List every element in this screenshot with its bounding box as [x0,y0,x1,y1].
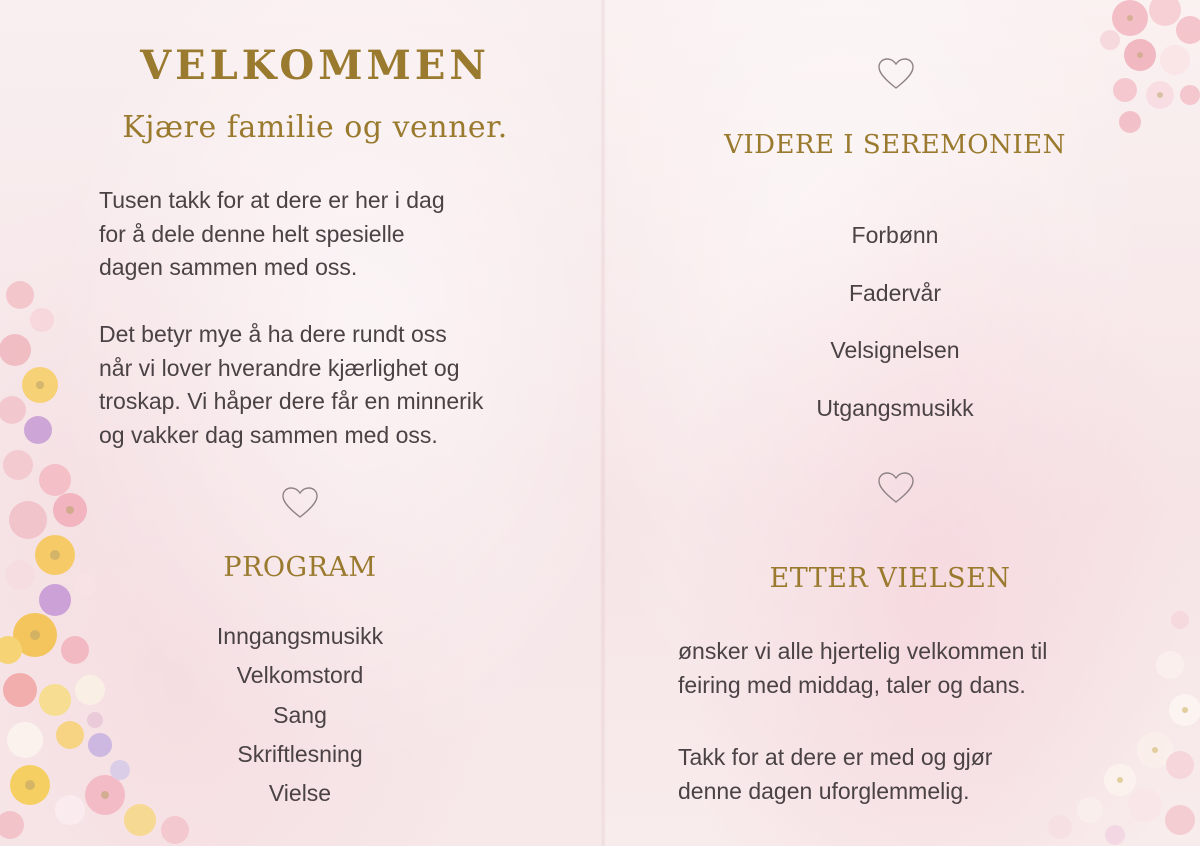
list-item: Vielse [268,780,332,807]
text-line: ønsker vi alle hjertelig velkommen til [678,638,1048,664]
text-line: når vi lover hverandre kjærlighet og [99,354,460,381]
list-item: Inngangsmusikk [216,623,384,649]
text-line: Takk for at dere er med og gjør [678,744,993,770]
heart-outline-icon [281,486,319,520]
floral-decoration-top-right [1070,0,1200,145]
after-title: ETTER VIELSEN [769,563,1011,594]
text-line: feiring med middag, taler og dans. [678,671,1026,698]
welcome-paragraph-2 [99,318,589,452]
text-line: for å dele denne helt spesielle [99,220,405,247]
ceremony-list [745,207,1045,437]
text-line: denne dagen uforglemmelig. [678,777,970,804]
text-line: og vakker dag sammen med oss. [99,421,438,448]
heart-outline-icon [877,57,915,91]
ceremony-title: VIDERE I SEREMONIEN [724,130,1066,160]
list-item: Velkomstord [236,662,364,689]
list-item: Fadervår [848,279,942,306]
heart-outline-icon [877,471,915,505]
floral-decoration-bottom-right [995,595,1200,846]
text-line: troskap. Vi håper dere får en minnerik [99,388,484,414]
page-fold [600,0,606,846]
list-item: Forbønn [851,222,939,248]
right-page [600,0,1200,846]
program-title: PROGRAM [223,552,377,583]
text-line: Tusen takk for at dere er her i dag [99,187,445,213]
after-paragraph-1 [678,635,1158,702]
list-item: Velsignelsen [830,337,960,363]
list-item: Sang [273,701,327,728]
list-item: Utgangsmusikk [816,394,974,421]
welcome-paragraph-1 [99,184,579,285]
program-list [150,617,450,813]
text-line: dagen sammen med oss. [99,254,358,280]
page-title: VELKOMMEN [140,42,490,89]
subtitle: Kjære familie og venner. [122,110,508,145]
after-paragraph-2 [678,741,1098,808]
list-item: Skriftlesning [237,740,363,767]
text-line: Det betyr mye å ha dere rundt oss [99,321,447,347]
